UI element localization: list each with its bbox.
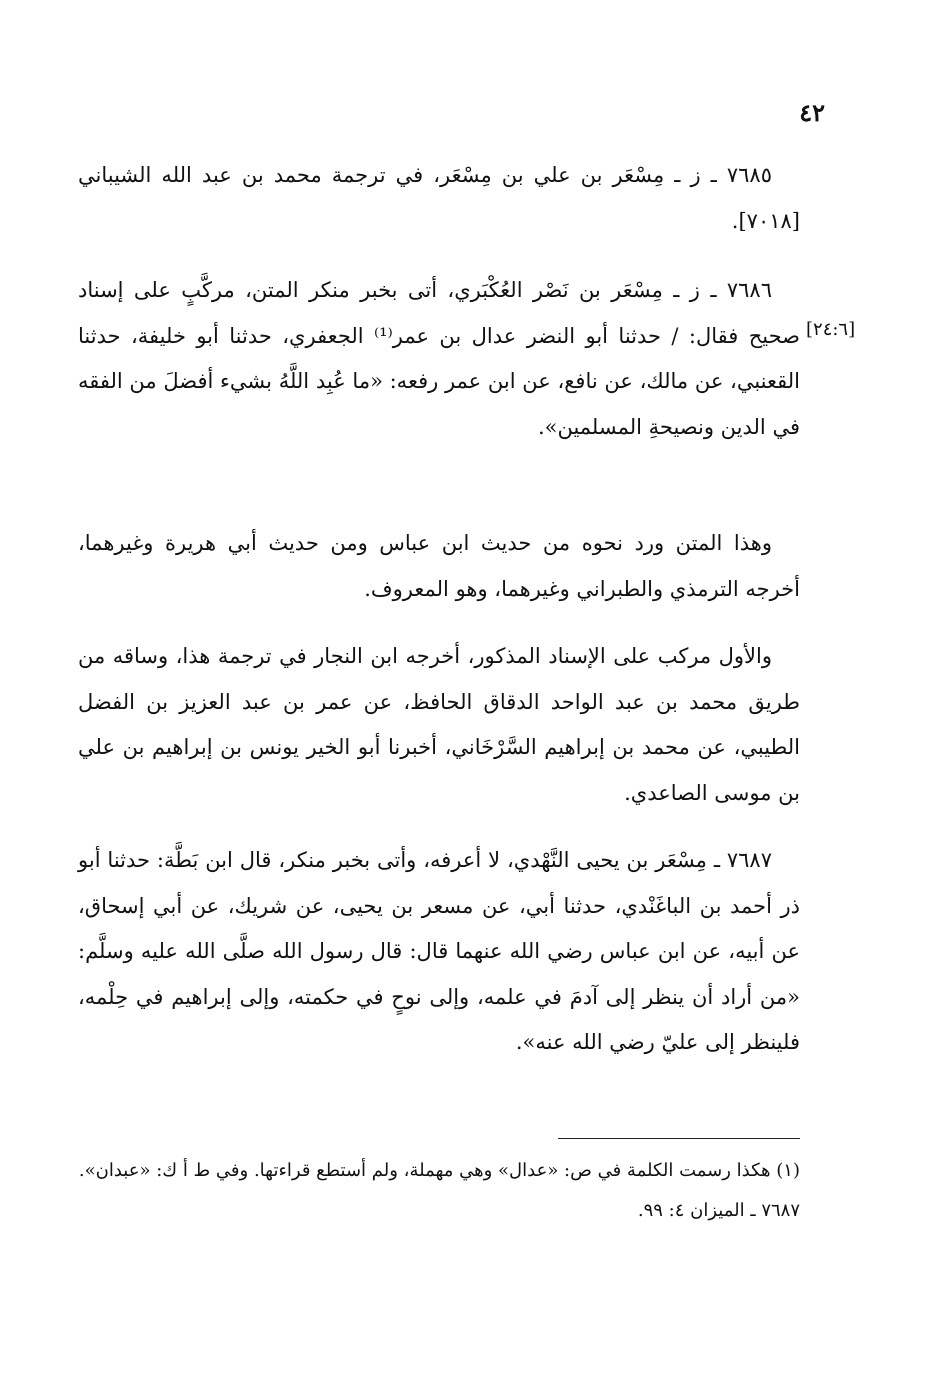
page-number: ٤٢: [799, 98, 825, 127]
commentary-paragraph: والأول مركب على الإسناد المذكور، أخرجه ابن النجار في ترجمة هذا، وساقه من طريق محمد بن عبد الواحد الدقاق الحافظ، عن عمر بن عبد العزيز بن الفضل الطيبي، عن محمد بن إبراهيم السَّرْخَاني، أخبرنا أبو الخير يونس بن إبراهيم بن علي بن موسى الصاعدي.: [78, 644, 800, 805]
entry-7686: ٧٦٨٦ ـ ز ـ مِسْعَر بن نَصْر العُكْبَري، أتى بخبر منكر المتن، مركَّبٍ على إسناد صحيح فقال: / حدثنا أبو النضر عدال بن عمر⁽¹⁾ الجعفري، حدثنا أبو خليفة، حدثنا القعنبي، عن مالك، عن نافع، عن ابن عمر رفعه: «ما عُبِد اللَّهُ بشيء أفضلَ من الفقه في الدين ونصيحةِ المسلمين».: [78, 278, 800, 439]
margin-reference: [٢٤:٦]: [806, 319, 856, 340]
entry-7687: ٧٦٨٧ ـ مِسْعَر بن يحيى النَّهْدي، لا أعرفه، وأتى بخبر منكر، قال ابن بَطَّة: حدثنا أبو ذر أحمد بن الباغَنْدي، حدثنا أبي، عن مسعر بن يحيى، عن شريك، عن أبي إسحاق، عن أبيه، عن ابن عباس رضي الله عنهما قال: قال رسول الله صلَّى الله عليه وسلَّم: «من أراد أن ينظر إلى آدمَ في علمه، وإلى نوحٍ في حكمته، وإلى إبراهيم في حِلْمه، فلينظر إلى عليّ رضي الله عنه».: [78, 848, 800, 1054]
commentary-paragraph: وهذا المتن ورد نحوه من حديث ابن عباس ومن حديث أبي هريرة وغيرهما، أخرجه الترمذي والطبراني وغيرهما، وهو المعروف.: [78, 531, 800, 601]
footnote-1: (١) هكذا رسمت الكلمة في ص: «عدال» وهي مهملة، ولم أستطع قراءتها. وفي ط أ ك: «عبدان».: [78, 1160, 800, 1181]
entry-7685: ٧٦٨٥ ـ ز ـ مِسْعَر بن علي بن مِسْعَر، في ترجمة محمد بن عبد الله الشيباني [٧٠١٨].: [78, 163, 800, 233]
footnote-source: ٧٦٨٧ ـ الميزان ٤: ٩٩.: [637, 1200, 800, 1221]
footnotes: [78, 1151, 800, 1231]
footnote-divider: [558, 1138, 800, 1139]
